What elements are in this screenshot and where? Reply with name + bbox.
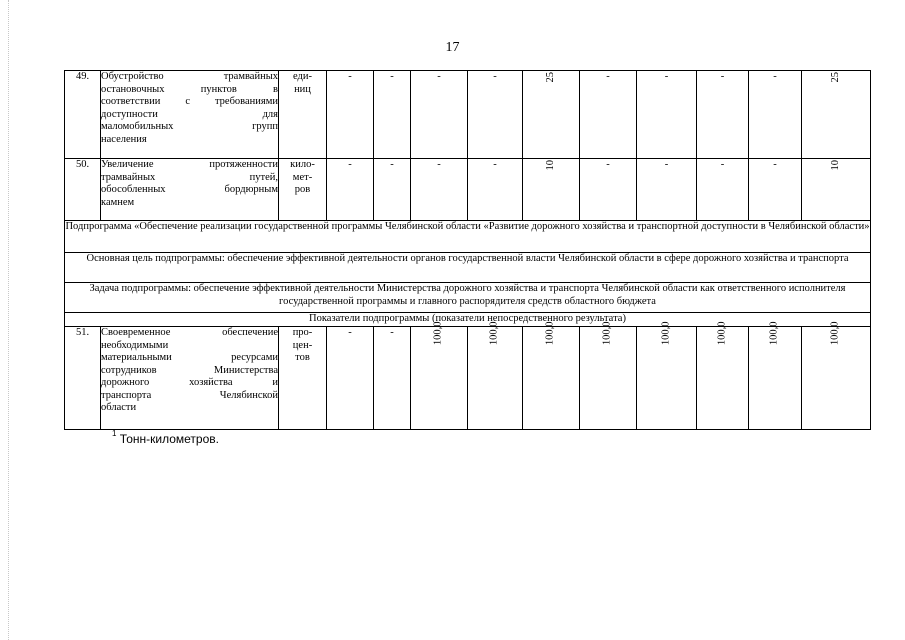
- unit-line: ниц: [294, 83, 311, 95]
- value-cell: [523, 71, 580, 159]
- value-cell: [802, 321, 871, 430]
- value-cell: [523, 321, 580, 430]
- value-text: -: [493, 159, 497, 170]
- unit-line: кило-: [290, 159, 315, 170]
- name-line: необходимыми: [101, 339, 169, 351]
- unit-line: ров: [294, 184, 311, 195]
- name-line: Увеличение протяженности: [101, 159, 278, 170]
- subprogram-row: [65, 221, 871, 253]
- unit-cell: [279, 71, 327, 159]
- value-cell: [802, 71, 871, 159]
- value-text: -: [606, 159, 610, 170]
- value-cell: [749, 71, 802, 159]
- name-line: камнем: [101, 196, 135, 208]
- value-text: -: [664, 159, 669, 170]
- value-cell: [749, 321, 802, 430]
- value-text: -: [606, 71, 610, 82]
- value-text: -: [720, 159, 725, 170]
- main-goal: Основная цель подпрограммы: обеспечение эффективной деятельности органов государственной власти Челябинской области в сфере дорожного хозяйства и транспорта: [65, 253, 871, 283]
- value-cell: [749, 159, 802, 221]
- value-text: -: [348, 327, 352, 338]
- unit-line: мет-: [292, 171, 313, 183]
- indicators-title: Показатели подпрограммы (показатели непосредственного результата): [65, 313, 871, 327]
- value-cell: [374, 327, 411, 430]
- value-cell: [802, 159, 871, 221]
- value-cell: [411, 321, 468, 430]
- value-cell: [580, 71, 637, 159]
- value-text: -: [390, 327, 394, 338]
- value-cell: [637, 71, 697, 159]
- value-text: -: [348, 71, 352, 82]
- name-line: трамвайных путей,: [101, 171, 278, 183]
- table-row: [65, 159, 871, 221]
- name-line: обособленных бордюрным: [101, 184, 278, 195]
- name-line: дорожного хозяйства и: [101, 377, 278, 388]
- name-line: населения: [101, 133, 147, 145]
- footnote-mark: 1: [112, 429, 117, 438]
- value-cell: [523, 159, 580, 221]
- value-text: 100,0: [544, 321, 556, 346]
- name-line: остановочных пунктов в: [101, 83, 278, 95]
- unit-line: тов: [295, 352, 310, 363]
- subprogram-title: Подпрограмма «Обеспечение реализации государственной программы Челябинской области «Развитие дорожного хозяйства и транспортной доступности в Челябинской области»: [65, 221, 871, 253]
- value-text: 10: [544, 160, 556, 171]
- row-number: 51.: [65, 327, 101, 430]
- name-line: доступности для: [101, 108, 278, 120]
- value-text: 10: [829, 160, 841, 171]
- value-cell: [327, 71, 374, 159]
- value-cell: [637, 321, 697, 430]
- row-number: 49.: [65, 71, 101, 159]
- name-line: соответствии с требованиями: [101, 96, 278, 107]
- name-line: Своевременное обеспечение: [101, 327, 278, 338]
- indicator-name: [101, 327, 279, 430]
- value-text: -: [773, 159, 777, 170]
- task-row: [65, 283, 871, 313]
- value-cell: [468, 321, 523, 430]
- value-cell: [580, 321, 637, 430]
- value-text: -: [493, 71, 497, 82]
- name-line: области: [101, 402, 137, 413]
- page-number: 17: [445, 40, 460, 55]
- row-number: 50.: [65, 159, 101, 221]
- unit-cell: [279, 327, 327, 430]
- indicators-header-row: [65, 313, 871, 327]
- value-text: 25: [829, 72, 841, 83]
- value-text: 100,0: [488, 321, 500, 346]
- value-cell: [580, 159, 637, 221]
- unit-cell: [279, 159, 327, 221]
- unit-line: цен-: [292, 339, 313, 351]
- indicator-name: [101, 159, 279, 221]
- value-text: -: [390, 159, 394, 170]
- value-cell: [411, 71, 468, 159]
- name-line: Обустройство трамвайных: [101, 71, 278, 82]
- name-line: маломобильных групп: [101, 121, 278, 132]
- value-cell: [327, 327, 374, 430]
- table-row: [65, 327, 871, 430]
- indicators-table: [64, 70, 871, 430]
- value-cell: [411, 159, 468, 221]
- value-text: 100,0: [432, 321, 444, 346]
- value-cell: [697, 159, 749, 221]
- value-text: -: [390, 71, 394, 82]
- goal-row: [65, 253, 871, 283]
- value-text: -: [437, 159, 441, 170]
- value-text: 100,0: [768, 321, 780, 346]
- value-cell: [697, 71, 749, 159]
- footnote: [112, 429, 219, 446]
- value-text: 100,0: [829, 321, 841, 346]
- unit-line: про-: [292, 327, 313, 338]
- value-text: 100,0: [716, 321, 728, 346]
- name-line: сотрудников Министерства: [101, 364, 278, 376]
- value-text: -: [348, 159, 352, 170]
- unit-line: еди-: [293, 71, 312, 82]
- footnote-text: Тонн-километров.: [119, 432, 219, 446]
- value-text: -: [720, 71, 725, 82]
- value-text: -: [437, 71, 441, 82]
- value-cell: [697, 321, 749, 430]
- value-text: 100,0: [601, 321, 613, 346]
- value-cell: [327, 159, 374, 221]
- value-cell: [637, 159, 697, 221]
- table-row: [65, 71, 871, 159]
- value-text: -: [773, 71, 777, 82]
- value-cell: [468, 71, 523, 159]
- value-text: 25: [544, 72, 556, 83]
- value-cell: [468, 159, 523, 221]
- name-line: транспорта Челябинской: [101, 389, 278, 401]
- name-line: материальными ресурсами: [101, 352, 278, 363]
- value-cell: [374, 159, 411, 221]
- indicator-name: [101, 71, 279, 159]
- value-text: -: [664, 71, 669, 82]
- subprogram-task: Задача подпрограммы: обеспечение эффективной деятельности Министерства дорожного хозяйства и транспорта Челябинской области как ответственного исполнителя государственной программы и главного распорядителя средств областного бюджета: [65, 283, 871, 313]
- left-margin-guide: [8, 0, 9, 640]
- value-cell: [374, 71, 411, 159]
- value-text: 100,0: [660, 321, 672, 346]
